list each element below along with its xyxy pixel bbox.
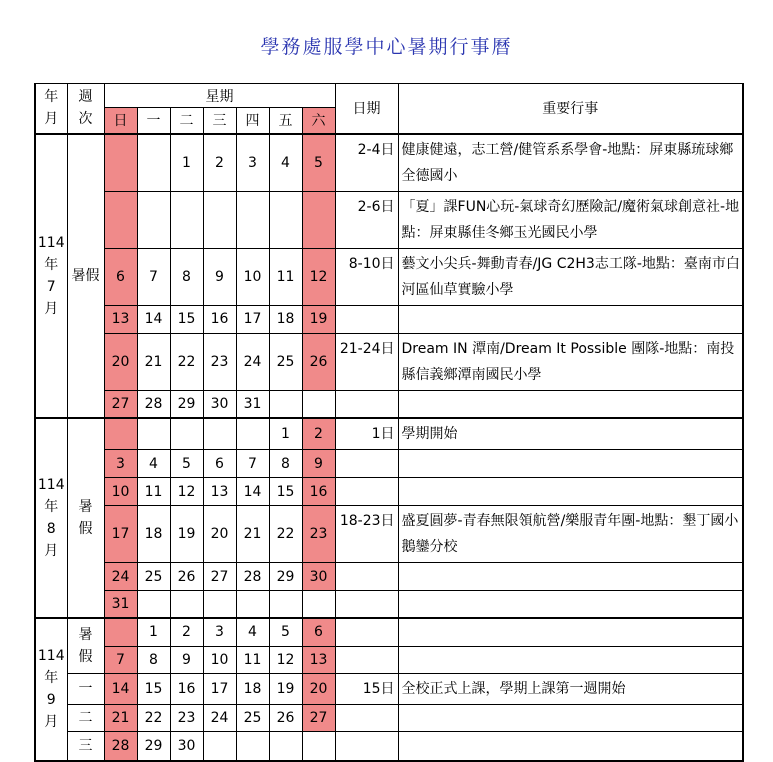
day-cell: 4: [137, 450, 170, 478]
day-cell: 15: [269, 478, 302, 506]
event-text: [398, 390, 743, 418]
week-label-july: 暑假: [67, 134, 104, 419]
day-cell: 20: [104, 333, 137, 390]
event-text: 學期開始: [398, 418, 743, 450]
event-text: 「夏」課FUN心玩-氣球奇幻歷險記/魔術氣球創意社-地點：屏東縣佳冬鄉玉光國民小學: [398, 191, 743, 248]
day-cell: 2: [302, 418, 335, 450]
table-row: [35, 333, 743, 390]
day-cell: 31: [236, 390, 269, 418]
day-cell: 26: [170, 563, 203, 591]
event-text: [398, 450, 743, 478]
header-week: 週 次: [67, 84, 104, 134]
day-cell: [137, 418, 170, 450]
event-date: 2-4日: [335, 134, 398, 192]
day-cell: 10: [236, 248, 269, 305]
day-cell: 29: [137, 732, 170, 761]
day-cell: 16: [302, 478, 335, 506]
table-row: [35, 618, 743, 647]
day-cell: [203, 732, 236, 761]
day-cell: [137, 134, 170, 192]
day-cell: 16: [170, 674, 203, 705]
day-cell: 24: [203, 705, 236, 732]
event-date: [335, 591, 398, 618]
day-cell: [236, 418, 269, 450]
day-cell: 27: [302, 705, 335, 732]
day-cell: 3: [104, 450, 137, 478]
day-cell: 18: [269, 305, 302, 333]
day-cell: 27: [203, 563, 236, 591]
header-weekday-group: 星期: [104, 84, 335, 108]
event-date: 2-6日: [335, 191, 398, 248]
day-cell: 17: [104, 506, 137, 563]
day-cell: [104, 618, 137, 647]
day-cell: 12: [170, 478, 203, 506]
event-text: 盛夏圓夢-青春無限領航營/樂服青年團-地點：墾丁國小鵝鑾分校: [398, 506, 743, 563]
table-row: [35, 305, 743, 333]
table-row: [35, 191, 743, 248]
day-cell: [236, 732, 269, 761]
day-cell: 28: [137, 390, 170, 418]
day-cell: 7: [236, 450, 269, 478]
day-cell: 22: [170, 333, 203, 390]
table-row: [35, 647, 743, 674]
day-cell: 17: [203, 674, 236, 705]
day-cell: 8: [269, 450, 302, 478]
day-cell: 21: [104, 705, 137, 732]
event-date: [335, 390, 398, 418]
weekday-mon: 一: [137, 108, 170, 134]
week-label-1: 一: [67, 674, 104, 705]
event-date: 1日: [335, 418, 398, 450]
week-label-summer: 暑 假: [67, 618, 104, 674]
table-row: [35, 591, 743, 618]
day-cell: [203, 418, 236, 450]
day-cell: 8: [170, 248, 203, 305]
weekday-tue: 二: [170, 108, 203, 134]
day-cell: 1: [137, 618, 170, 647]
page-title: 學務處服學中心暑期行事曆: [260, 36, 513, 58]
day-cell: 18: [137, 506, 170, 563]
event-text: [398, 705, 743, 732]
day-cell: [236, 191, 269, 248]
event-date: [335, 305, 398, 333]
day-cell: 10: [203, 647, 236, 674]
day-cell: [269, 191, 302, 248]
event-date: [335, 705, 398, 732]
day-cell: [137, 591, 170, 618]
event-date: [335, 478, 398, 506]
day-cell: [170, 591, 203, 618]
week-label-3: 三: [67, 732, 104, 761]
day-cell: 6: [203, 450, 236, 478]
day-cell: [203, 591, 236, 618]
month-label-july: 114 年 7 月: [35, 134, 67, 419]
event-text: 藝文小尖兵-舞動青春/JG C2H3志工隊-地點：臺南市白河區仙草實驗小學: [398, 248, 743, 305]
day-cell: [104, 191, 137, 248]
day-cell: 28: [104, 732, 137, 761]
day-cell: 2: [170, 618, 203, 647]
event-text: [398, 618, 743, 647]
day-cell: 19: [170, 506, 203, 563]
day-cell: 16: [203, 305, 236, 333]
day-cell: 23: [170, 705, 203, 732]
day-cell: 19: [269, 674, 302, 705]
day-cell: [104, 418, 137, 450]
day-cell: 15: [137, 674, 170, 705]
day-cell: [302, 390, 335, 418]
day-cell: 24: [236, 333, 269, 390]
day-cell: 30: [203, 390, 236, 418]
table-row: [35, 248, 743, 305]
day-cell: 28: [236, 563, 269, 591]
day-cell: 9: [203, 248, 236, 305]
day-cell: 31: [104, 591, 137, 618]
day-cell: 9: [170, 647, 203, 674]
day-cell: [236, 591, 269, 618]
day-cell: 17: [236, 305, 269, 333]
event-text: [398, 732, 743, 761]
event-date: [335, 618, 398, 647]
day-cell: 2: [203, 134, 236, 192]
day-cell: 19: [302, 305, 335, 333]
day-cell: 22: [137, 705, 170, 732]
event-text: 全校正式上課，學期上課第一週開始: [398, 674, 743, 705]
event-date: [335, 732, 398, 761]
header-events: 重要行事: [398, 84, 743, 134]
day-cell: 20: [203, 506, 236, 563]
table-row: [35, 390, 743, 418]
event-text: [398, 305, 743, 333]
table-row: [35, 563, 743, 591]
event-text: [398, 478, 743, 506]
weekday-sun: 日: [104, 108, 137, 134]
event-text: 健康健遠，志工營/健管系系學會-地點：屏東縣琉球鄉全德國小: [398, 134, 743, 192]
table-row: [35, 674, 743, 705]
day-cell: 20: [302, 674, 335, 705]
day-cell: 4: [269, 134, 302, 192]
month-label-september: 114 年 9 月: [35, 618, 67, 761]
day-cell: 5: [302, 134, 335, 192]
day-cell: 12: [269, 647, 302, 674]
day-cell: 23: [203, 333, 236, 390]
table-row: [35, 478, 743, 506]
day-cell: 11: [236, 647, 269, 674]
day-cell: 3: [203, 618, 236, 647]
day-cell: [170, 418, 203, 450]
day-cell: [302, 732, 335, 761]
day-cell: 25: [269, 333, 302, 390]
day-cell: 14: [236, 478, 269, 506]
day-cell: 4: [236, 618, 269, 647]
event-text: Dream IN 潭南/Dream It Possible 團隊-地點：南投縣信義鄉潭南國民小學: [398, 333, 743, 390]
event-date: [335, 450, 398, 478]
day-cell: 13: [104, 305, 137, 333]
table-row: [35, 450, 743, 478]
day-cell: 8: [137, 647, 170, 674]
day-cell: 7: [137, 248, 170, 305]
day-cell: 14: [137, 305, 170, 333]
week-label-august: 暑 假: [67, 418, 104, 618]
table-row: [35, 418, 743, 450]
weekday-thu: 四: [236, 108, 269, 134]
day-cell: 3: [236, 134, 269, 192]
day-cell: [302, 591, 335, 618]
month-label-august: 114 年 8 月: [35, 418, 67, 618]
weekday-wed: 三: [203, 108, 236, 134]
day-cell: 30: [170, 732, 203, 761]
day-cell: [269, 390, 302, 418]
table-row: [35, 705, 743, 732]
day-cell: 6: [302, 618, 335, 647]
calendar-table: [34, 83, 744, 762]
weekday-fri: 五: [269, 108, 302, 134]
weekday-sat: 六: [302, 108, 335, 134]
day-cell: [269, 591, 302, 618]
event-date: [335, 647, 398, 674]
day-cell: 9: [302, 450, 335, 478]
event-text: [398, 591, 743, 618]
day-cell: 25: [137, 563, 170, 591]
day-cell: 14: [104, 674, 137, 705]
day-cell: 29: [269, 563, 302, 591]
day-cell: 21: [137, 333, 170, 390]
day-cell: 15: [170, 305, 203, 333]
event-date: 8-10日: [335, 248, 398, 305]
day-cell: 25: [236, 705, 269, 732]
event-text: [398, 647, 743, 674]
event-date: 18-23日: [335, 506, 398, 563]
day-cell: 1: [170, 134, 203, 192]
day-cell: 30: [302, 563, 335, 591]
event-date: [335, 563, 398, 591]
day-cell: 21: [236, 506, 269, 563]
table-row: [35, 134, 743, 192]
header-date: 日期: [335, 84, 398, 134]
day-cell: 11: [137, 478, 170, 506]
event-date: 21-24日: [335, 333, 398, 390]
table-row: [35, 732, 743, 761]
day-cell: 1: [269, 418, 302, 450]
event-text: [398, 563, 743, 591]
day-cell: [104, 134, 137, 192]
day-cell: 7: [104, 647, 137, 674]
day-cell: [302, 191, 335, 248]
table-row: [35, 506, 743, 563]
header-year-month: 年 月: [35, 84, 67, 134]
day-cell: [170, 191, 203, 248]
day-cell: 26: [302, 333, 335, 390]
day-cell: 18: [236, 674, 269, 705]
day-cell: 13: [302, 647, 335, 674]
day-cell: 13: [203, 478, 236, 506]
day-cell: 10: [104, 478, 137, 506]
header-row: [35, 84, 743, 108]
day-cell: [203, 191, 236, 248]
day-cell: [269, 732, 302, 761]
day-cell: [137, 191, 170, 248]
day-cell: 11: [269, 248, 302, 305]
day-cell: 6: [104, 248, 137, 305]
day-cell: 5: [170, 450, 203, 478]
day-cell: 24: [104, 563, 137, 591]
day-cell: 22: [269, 506, 302, 563]
day-cell: 23: [302, 506, 335, 563]
event-date: 15日: [335, 674, 398, 705]
day-cell: 27: [104, 390, 137, 418]
day-cell: 29: [170, 390, 203, 418]
day-cell: 12: [302, 248, 335, 305]
day-cell: 26: [269, 705, 302, 732]
day-cell: 5: [269, 618, 302, 647]
week-label-2: 二: [67, 705, 104, 732]
